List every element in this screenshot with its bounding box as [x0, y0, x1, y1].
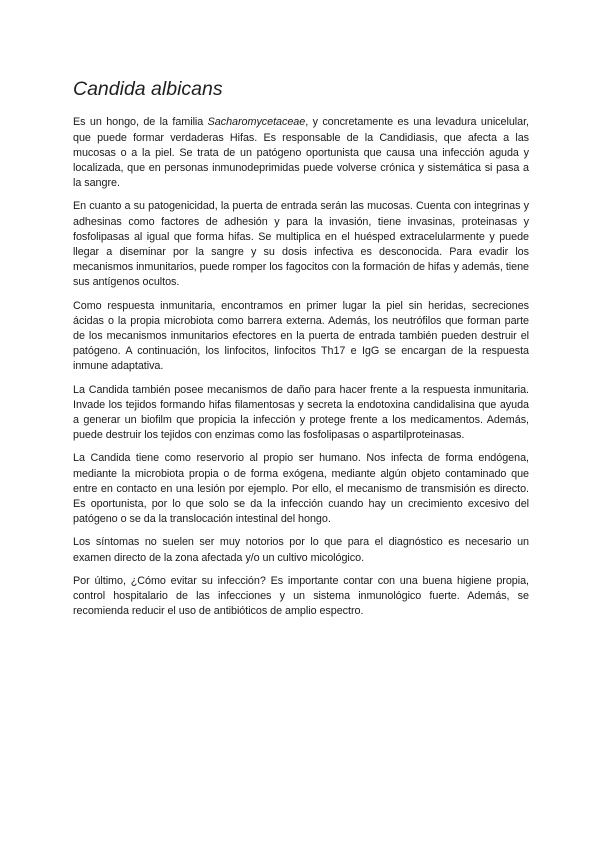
paragraph-immune-response: Como respuesta inmunitaria, encontramos en primer lugar la piel sin heridas, secreciones ácidas o la propia microbiota como barrera externa. Además, los neutrófilos que forman parte de los mecanismos inmunitarios efectores en la puerta de entrada también pueden destruir el patógeno. A continuación, los linfocitos, linfocitos Th17 e IgG se encargan de la respuesta inmune adaptativa. [73, 299, 529, 373]
paragraph-damage-mechanisms: La Candida también posee mecanismos de daño para hacer frente a la respuesta inmunitaria. Invade los tejidos formando hifas filamentosas y secreta la endotoxina candidalisina que ayuda a generar un biofilm que propicia la infección y protege frente a los medicamentos. Además, puede destruir los tejidos con enzimas como las fosfolipasas o aspartilproteinasas. [73, 383, 529, 442]
paragraph-intro-end: , y concretamente es una levadura unicelular, que puede formar verdaderas Hifas. Es responsable de la Candidiasis, que afecta a las mucosas o a la piel. Se trata de un patógeno oportunista que causa una infección aguda y localizada, que en personas inmunodeprimidas puede volverse crónica y sistemática si pasa a la sangre. [73, 116, 529, 190]
paragraph-intro-start: Es un hongo, de la familia [73, 116, 208, 129]
family-name-italic: Sacharomycetaceae [207, 116, 306, 129]
document-title: Candida albicans [73, 78, 223, 100]
paragraph-intro [73, 115, 529, 191]
paragraph-reservoir: La Candida tiene como reservorio al propio ser humano. Nos infecta de forma endógena, mediante la microbiota propia o de forma exógena, mediante algún objeto contaminado que entre en contacto en una lesión por ejemplo. Por ello, el mecanismo de transmisión es directo. Es oportunista, por lo que solo se da la infección cuando hay un crecimiento excesivo del patógeno o se da la translocación intestinal del hongo. [73, 452, 529, 526]
paragraph-pathogenicity: En cuanto a su patogenicidad, la puerta de entrada serán las mucosas. Cuenta con integrinas y adhesinas como factores de adhesión y para la invasión, tiene invasinas, proteinasas y fosfolipasas al igual que forma hifas. Se multiplica en el huésped extracelularmente y puede llegar a diseminar por la sangre y su dosis infectiva es desconocida. Para evadir los mecanismos inmunitarios, puede romper los fagocitos con la formación de hifas y además, tiene sus antígenos ocultos. [73, 200, 529, 289]
paragraph-prevention: Por último, ¿Cómo evitar su infección? Es importante contar con una buena higiene propia, control hospitalario de las infecciones y un sistema inmunológico fuerte. Además, se recomienda reducir el uso de antibióticos de amplio espectro. [73, 574, 529, 618]
paragraph-symptoms: Los síntomas no suelen ser muy notorios por lo que para el diagnóstico es necesario un examen directo de la zona afectada y/o un cultivo micológico. [73, 536, 529, 564]
document-page [73, 78, 529, 627]
